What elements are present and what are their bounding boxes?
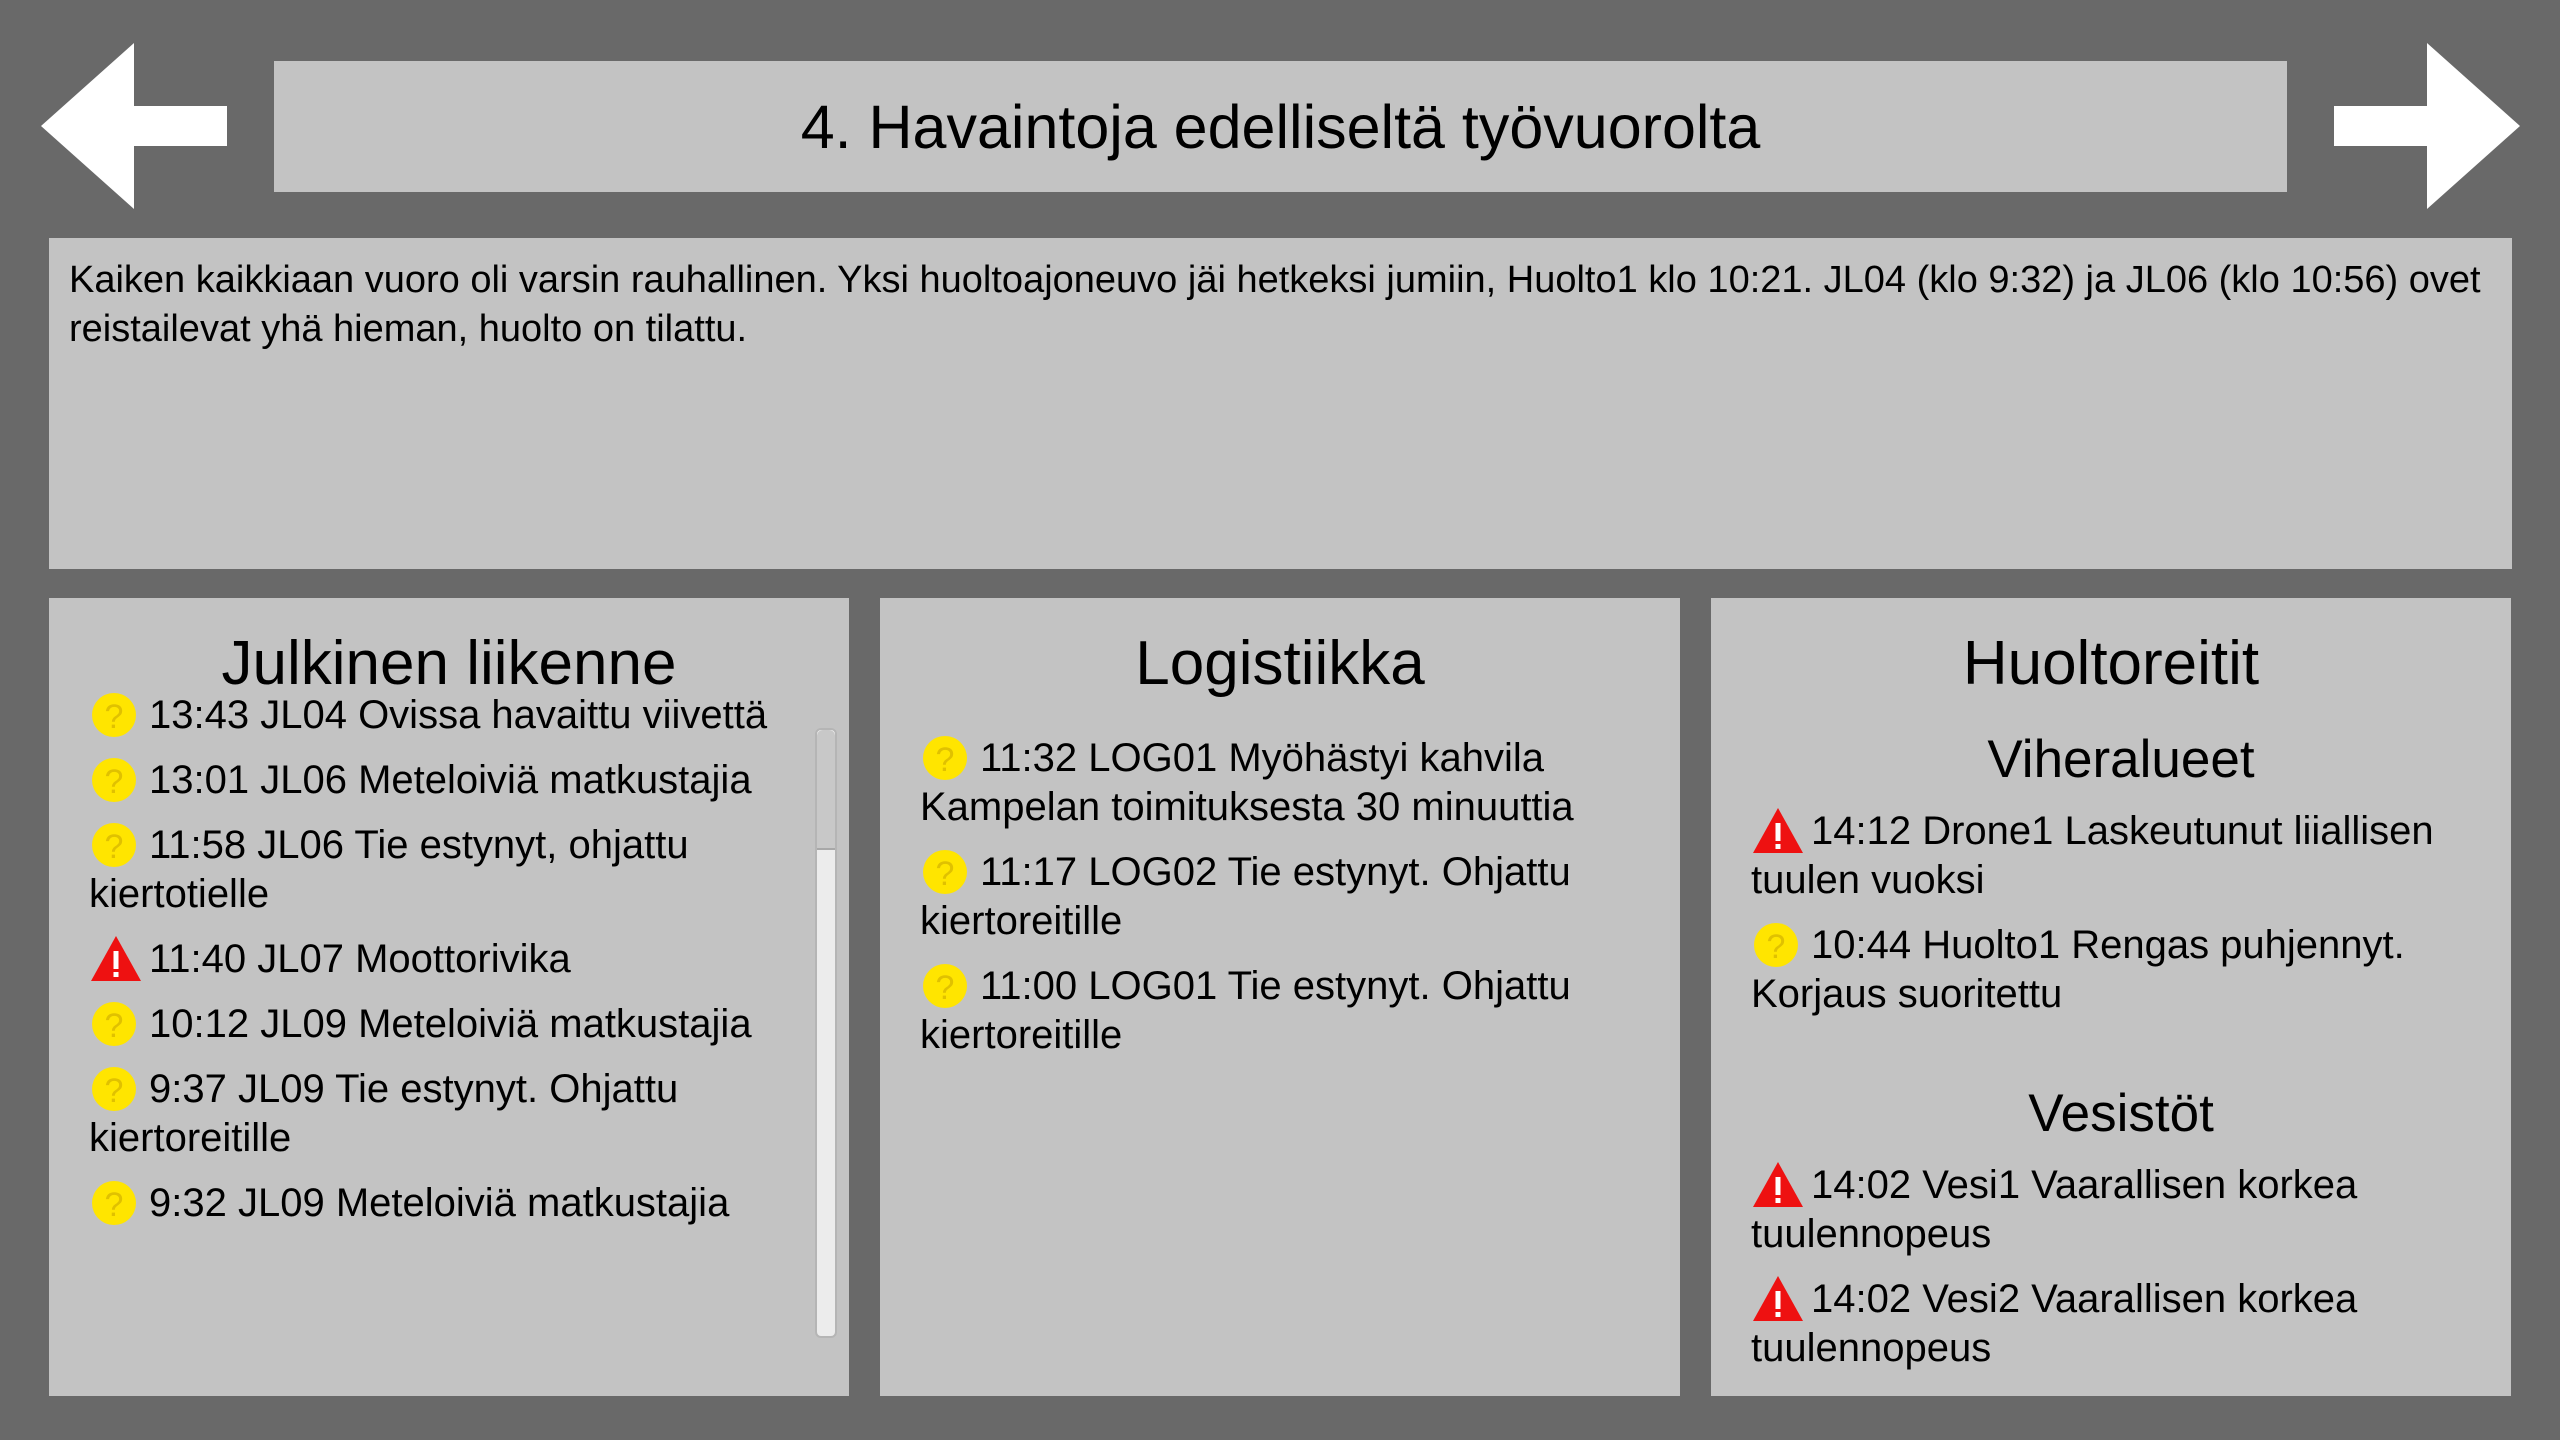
scrollbar-thumb[interactable]: [817, 730, 835, 850]
event-text: 10:12 JL09 Meteloiviä matkustajia: [149, 1002, 752, 1046]
event-item: [1751, 1274, 2491, 1373]
svg-text:?: ?: [1766, 928, 1786, 966]
event-text: 14:02 Vesi2 Vaarallisen korkea tuulennopeus: [1751, 1277, 2358, 1370]
panel-public-transport: [49, 598, 849, 1396]
svg-text:?: ?: [104, 1007, 124, 1045]
event-text: 14:02 Vesi1 Vaarallisen korkea tuulennopeus: [1751, 1163, 2358, 1256]
scrollbar[interactable]: [815, 728, 837, 1338]
arrow-right-icon: [2334, 43, 2520, 209]
question-icon: [920, 847, 974, 895]
svg-text:?: ?: [104, 828, 124, 866]
panel-maintenance: [1711, 598, 2511, 1396]
question-icon: [89, 1178, 143, 1226]
event-item: [1751, 1160, 2491, 1259]
event-item: [89, 999, 809, 1049]
panel-title: Julkinen liikenne: [221, 629, 677, 698]
event-item: [89, 934, 809, 984]
shift-notes: Kaiken kaikkiaan vuoro oli varsin rauhallinen. Yksi huoltoajoneuvo jäi hetkeksi jumiin, Huolto1 klo 10:21. JL04 (klo 9:32) ja JL06 (klo 10:56) ovet reistailevat yhä hieman, huolto on tilattu.: [49, 238, 2512, 569]
event-item: [1751, 806, 2491, 905]
event-item: [89, 1178, 809, 1228]
page-title-bar: [274, 61, 2287, 192]
section-title: Vesistöt: [2028, 1084, 2214, 1143]
section-title: Viheralueet: [1987, 730, 2255, 789]
panel-title: Logistiikka: [1135, 629, 1425, 698]
back-button[interactable]: [41, 43, 227, 209]
question-icon: [920, 733, 974, 781]
event-item: [89, 1064, 809, 1163]
question-icon: [920, 961, 974, 1009]
question-icon: [89, 1064, 143, 1112]
event-item: [89, 820, 809, 919]
event-list-scroll[interactable]: [89, 693, 829, 1348]
event-item: [89, 690, 809, 740]
question-icon: [89, 690, 143, 738]
event-text: 11:32 LOG01 Myöhästyi kahvila Kampelan toimituksesta 30 minuuttia: [920, 736, 1574, 829]
event-item: [920, 847, 1660, 946]
event-text: 10:44 Huolto1 Rengas puhjennyt. Korjaus suoritettu: [1751, 923, 2405, 1016]
panel-title: Huoltoreitit: [1962, 629, 2260, 698]
event-text: 14:12 Drone1 Laskeutunut liiallisen tuulen vuoksi: [1751, 809, 2434, 902]
svg-text:?: ?: [935, 969, 955, 1007]
event-item: [920, 733, 1660, 832]
panel-logistics: [880, 598, 1680, 1396]
event-item: [89, 755, 809, 805]
event-item: [920, 961, 1660, 1060]
warning-icon: [89, 934, 143, 982]
question-icon: [1751, 920, 1805, 968]
arrow-left-icon: [41, 43, 227, 209]
svg-text:?: ?: [104, 698, 124, 736]
question-icon: [89, 755, 143, 803]
event-text: 9:37 JL09 Tie estynyt. Ohjattu kiertoreitille: [89, 1067, 679, 1160]
event-text: 13:43 JL04 Ovissa havaittu viivettä: [149, 693, 768, 737]
svg-text:?: ?: [104, 1186, 124, 1224]
svg-text:?: ?: [935, 741, 955, 779]
svg-text:?: ?: [104, 1072, 124, 1110]
warning-icon: [1751, 806, 1805, 854]
forward-button[interactable]: [2334, 43, 2520, 209]
event-text: 11:58 JL06 Tie estynyt, ohjattu kiertotielle: [89, 823, 689, 916]
warning-icon: [1751, 1274, 1805, 1322]
event-text: 11:00 LOG01 Tie estynyt. Ohjattu kiertoreitille: [920, 964, 1571, 1057]
event-text: 11:40 JL07 Moottorivika: [149, 937, 571, 981]
warning-icon: [1751, 1160, 1805, 1208]
event-text: 13:01 JL06 Meteloiviä matkustajia: [149, 758, 752, 802]
question-icon: [89, 820, 143, 868]
question-icon: [89, 999, 143, 1047]
event-text: 9:32 JL09 Meteloiviä matkustajia: [149, 1181, 730, 1225]
event-item: [1751, 920, 2491, 1019]
event-text: 11:17 LOG02 Tie estynyt. Ohjattu kiertoreitille: [920, 850, 1571, 943]
svg-text:?: ?: [104, 763, 124, 801]
page-title: 4. Havaintoja edelliseltä työvuorolta: [800, 92, 1761, 161]
svg-text:?: ?: [935, 855, 955, 893]
